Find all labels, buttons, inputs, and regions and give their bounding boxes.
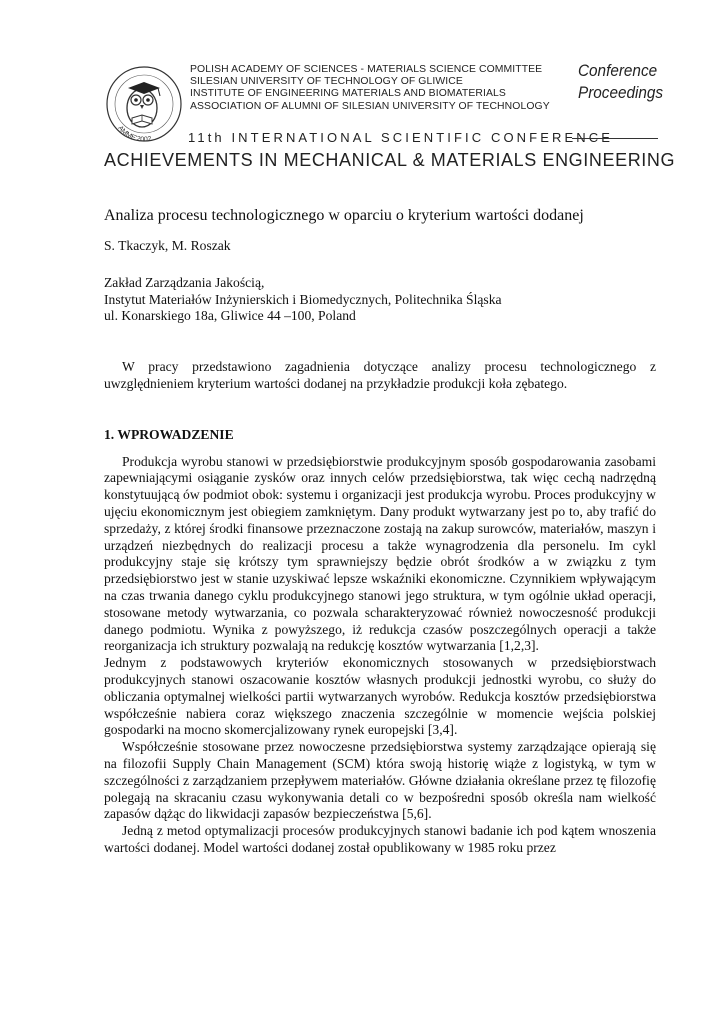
proceedings-line: Conference xyxy=(578,61,658,80)
paper-authors: S. Tkaczyk, M. Roszak xyxy=(104,238,231,253)
body-paragraph: Jedną z metod optymalizacji procesów produkcyjnych stanowi badanie ich pod kątem wnoszenia wartości dodanej. Model wartości dodanej został opublikowany w 1985 roku przez xyxy=(104,823,656,855)
abstract: W pracy przedstawiono zagadnienia dotyczące analizy procesu technologicznego z uwzględnieniem kryterium wartości dodanej na przykładzie produkcji koła zębatego. xyxy=(104,359,656,391)
conference-proceedings-label xyxy=(570,60,662,130)
affiliation-line: Zakład Zarządzania Jakością, xyxy=(104,274,265,290)
affiliation xyxy=(104,275,656,325)
logo-ring-text: AMME'2002 xyxy=(116,124,153,144)
proceedings-line: Proceedings xyxy=(578,83,664,102)
conference-title: ACHIEVEMENTS IN MECHANICAL & MATERIALS ENGINEERING xyxy=(104,150,676,170)
header-rule xyxy=(572,138,658,139)
paper-title: Analiza procesu technologicznego w oparciu o kryterium wartości dodanej xyxy=(104,207,584,224)
organizer-line: POLISH ACADEMY OF SCIENCES - MATERIALS SCIENCE COMMITTEE xyxy=(190,64,543,75)
organizer-line: INSTITUTE OF ENGINEERING MATERIALS AND BIOMATERIALS xyxy=(190,88,506,100)
conference-edition: 11th INTERNATIONAL SCIENTIFIC CONFERENCE xyxy=(188,130,613,145)
organizer-line: ASSOCIATION OF ALUMNI OF SILESIAN UNIVERSITY OF TECHNOLOGY xyxy=(190,100,550,112)
body-paragraph: Produkcja wyrobu stanowi w przedsiębiorstwie produkcyjnym sposób gospodarowania zasobami zapewniającymi osiąganie zysków oraz innych celów przedsiębiorstwa, tak więc cechą nadrzędną konstytuującą ów podmiot obok: systemu i organizacji jest produkcja wyrobu. Proces produkcyjny w ujęciu ekonomicznym jest obiegiem zamkniętym. Dany produkt wytwarzany jest po to, aby trafić do sprzedaży, z której środki finansowe przeznaczone zostają na zakup surowców, materiałów, maszyn i urządzeń niezbędnych do realizacji procesu a także wynagrodzenia dla personelu. Im cykl produkcyjny staje się krótszy tym sprawniejszy będzie obrót środków a w związku z tym przedsiębiorstwo jest w stanie uzyskiwać lepsze wskaźniki ekonomiczne. Czynnikiem wpływającym na czas trwania danego cyklu produkcyjnego stanowi jego struktura, w tym ogólnie układ operacji, stosowane metody wytwarzania, co pozwala scharakteryzować również nowoczesność produkcji danego podmiotu. Wynika z powyższego, iż redukcja czasów poszczególnych operacji a także reorganizacja ich struktury pozwalają na redukcję kosztów wytwarzania [1,2,3]. xyxy=(104,453,656,654)
body-paragraph: Jednym z podstawowych kryteriów ekonomicznych stosowanych w przedsiębiorstwach produkcyjnych stanowi oszacowanie kosztów własnych produkcji jednostki wyrobu, co służy do obliczania optymalnej wielkości partii wytwarzanych wyrobów. Redukcja kosztów przedsiębiorstwa współcześnie nabiera coraz większego znaczenia szczególnie w momencie wejścia polskiej gospodarki na mocno skomercjalizowany rynek europejski [3,4]. xyxy=(104,655,656,738)
affiliation-line: ul. Konarskiego 18a, Gliwice 44 –100, Poland xyxy=(104,308,356,324)
organizer-list xyxy=(190,64,560,113)
page-header xyxy=(0,0,724,180)
affiliation-line: Instytut Materiałów Inżynierskich i Biomedycznych, Politechnika Śląska xyxy=(104,291,502,307)
body-paragraph: Współcześnie stosowane przez nowoczesne przedsiębiorstwa systemy zarządzające opierają się na filozofii Supply Chain Management (SCM) która swoją historię wiąże z logistyką, w tym w szczególności z zarządzaniem przepływem materiałów. Główne działania określane przez tę filozofię polegają na skracaniu czasu wykonywania detali co w bezpośredni sposób określa nam wielkość zapasów dążąc do likwidacji zapasów bezpieczeństwa [5,6]. xyxy=(104,739,656,822)
organizer-line: SILESIAN UNIVERSITY OF TECHNOLOGY OF GLIWICE xyxy=(190,76,463,88)
paper-body xyxy=(104,206,656,857)
owl-logo-icon xyxy=(104,64,184,144)
section-heading: 1. WPROWADZENIE xyxy=(104,426,234,442)
